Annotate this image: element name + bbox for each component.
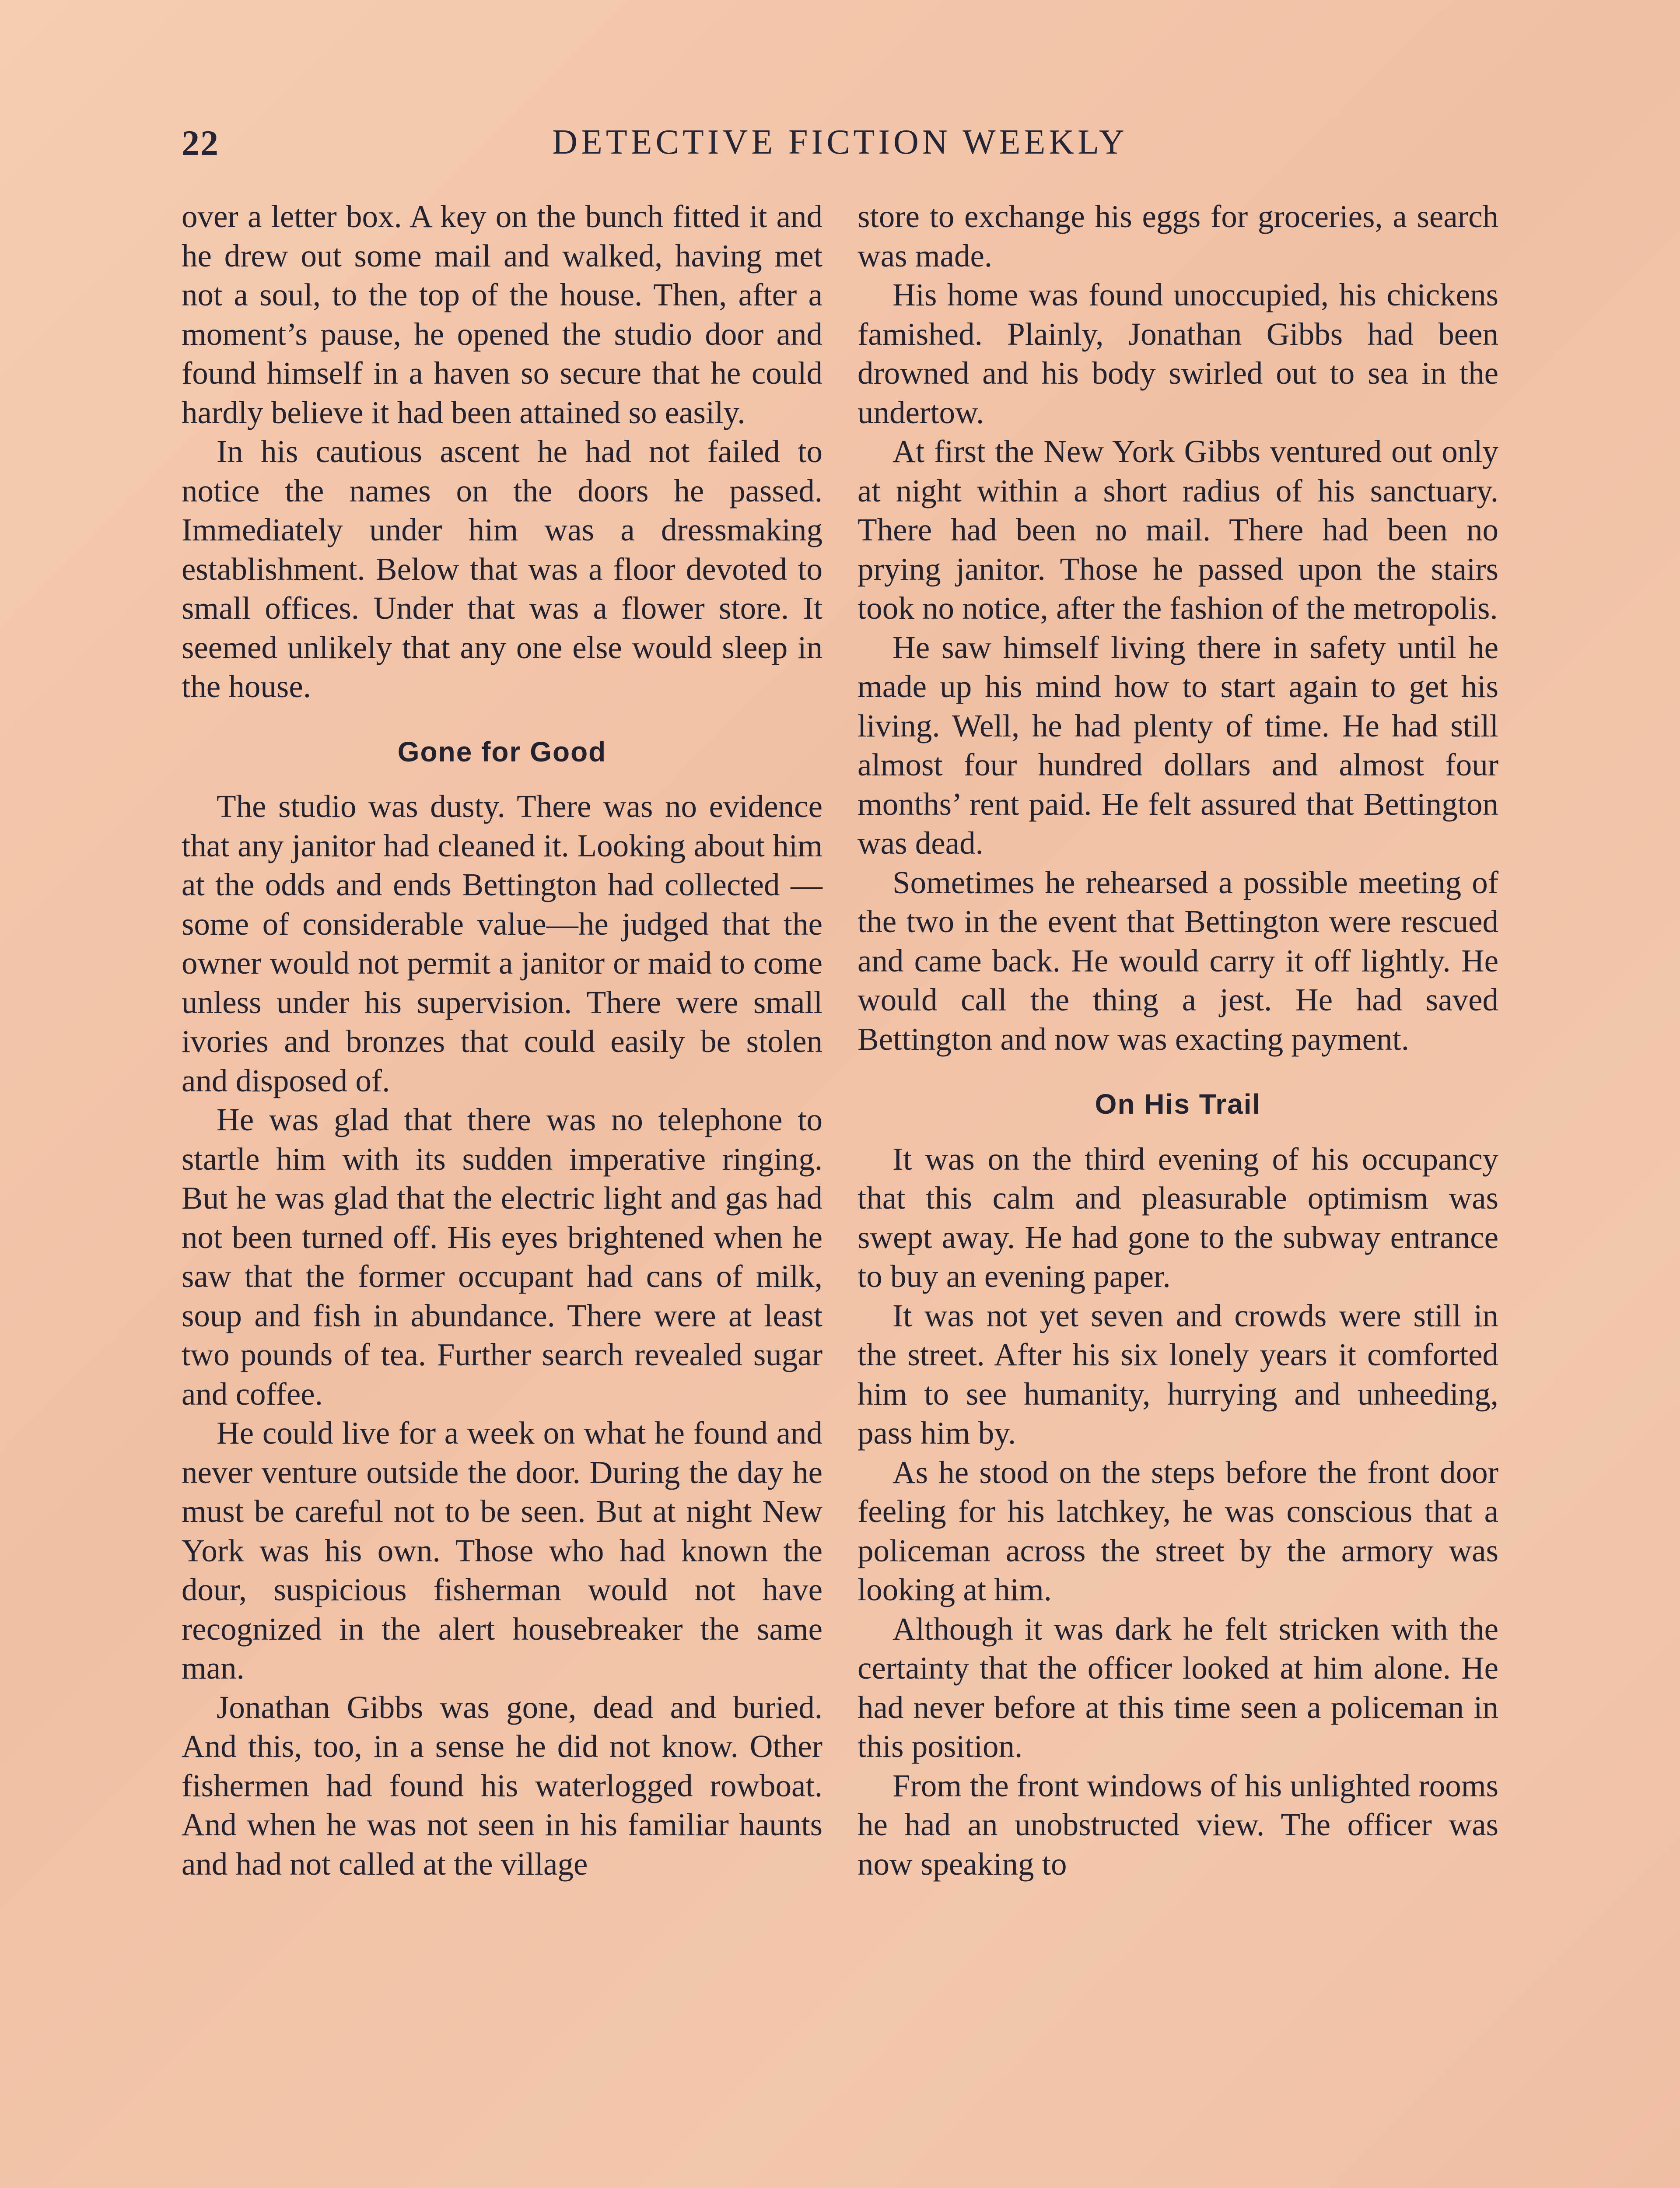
paragraph: He could live for a week on what he found and never venture outside the door. During the day he must be careful not to be seen. But at night New York was his own. Those who had known the dour, suspicious fisherman would not have recognized in the alert housebreaker the same man.	[182, 1415, 822, 1686]
running-head: DETECTIVE FICTION WEEKLY	[552, 123, 1128, 161]
paragraph: At first the New York Gibbs ventured out only at night within a short radius of his sanctuary. There had been no mail. There had been no prying janitor. Those he passed upon the stairs took no notice, after the fashion of the metropolis.	[858, 434, 1498, 626]
paragraph: It was on the third evening of his occupancy that this calm and pleasurable optimism was swept away. He had gone to the subway entrance to buy an evening paper.	[858, 1141, 1498, 1294]
paragraph: From the front windows of his unlighted rooms he had an unobstructed view. The officer was now speaking to	[858, 1767, 1498, 1882]
paragraph: Although it was dark he felt stricken with the certainty that the officer looked at him alone. He had never before at this time seen a policeman in this position.	[858, 1611, 1498, 1764]
page-header	[182, 123, 1498, 171]
paragraph: Sometimes he rehearsed a possible meeting of the two in the event that Bettington were rescued and came back. He would carry it off lightly. He would call the thing a jest. He had saved Bettington and now was exacting payment.	[858, 864, 1498, 1057]
paragraph: It was not yet seven and crowds were still in the street. After his six lonely years it comforted him to see humanity, hurrying and unheeding, pass him by.	[858, 1297, 1498, 1451]
paragraph: He was glad that there was no telephone to startle him with its sudden imperative ringing. But he was glad that the electric light and gas had not been turned off. His eyes brightened when he saw that the former occupant had cans of milk, soup and fish in abundance. There were at least two pounds of tea. Further search revealed sugar and coffee.	[182, 1102, 822, 1412]
paragraph: He saw himself living there in safety until he made up his mind how to start again to get his living. Well, he had plenty of time. He had still almost four hundred dollars and almost four months’ rent paid. He felt assured that Bettington was dead.	[858, 629, 1498, 861]
left-column	[182, 197, 822, 1883]
section-subhead-on-his-trail: On His Trail	[1095, 1088, 1261, 1120]
paragraph: The studio was dusty. There was no evidence that any janitor had cleaned it. Looking about him at the odds and ends Bettington had collected —some of considerable value—he judged that the owner would not permit a janitor or maid to come unless under his supervision. There were small ivories and bronzes that could easily be stolen and disposed of.	[182, 789, 822, 1098]
page-number: 22	[182, 123, 219, 163]
paragraph: over a letter box. A key on the bunch fitted it and he drew out some mail and walked, having met not a soul, to the top of the house. Then, after a moment’s pause, he opened the studio door and found himself in a haven so secure that he could hardly believe it had been attained so easily.	[182, 199, 822, 430]
paragraph: In his cautious ascent he had not failed to notice the names on the doors he passed. Immediately under him was a dressmaking establishment. Below that was a floor devoted to small offices. Under that was a flower store. It seemed unlikely that any one else would sleep in the house.	[182, 434, 822, 704]
right-column	[858, 197, 1498, 1883]
paragraph: store to exchange his eggs for groceries, a search was made.	[858, 199, 1498, 274]
paragraph: Jonathan Gibbs was gone, dead and buried. And this, too, in a sense he did not know. Other fishermen had found his waterlogged rowboat. And when he was not seen in his familiar haunts and had not called at the village	[182, 1689, 822, 1882]
paragraph: As he stood on the steps before the front door feeling for his latchkey, he was conscious that a policeman across the street by the armory was looking at him.	[858, 1454, 1498, 1607]
paragraph: His home was found unoccupied, his chickens famished. Plainly, Jonathan Gibbs had been drowned and his body swirled out to sea in the undertow.	[858, 277, 1498, 430]
section-subhead-gone-for-good: Gone for Good	[397, 736, 607, 768]
